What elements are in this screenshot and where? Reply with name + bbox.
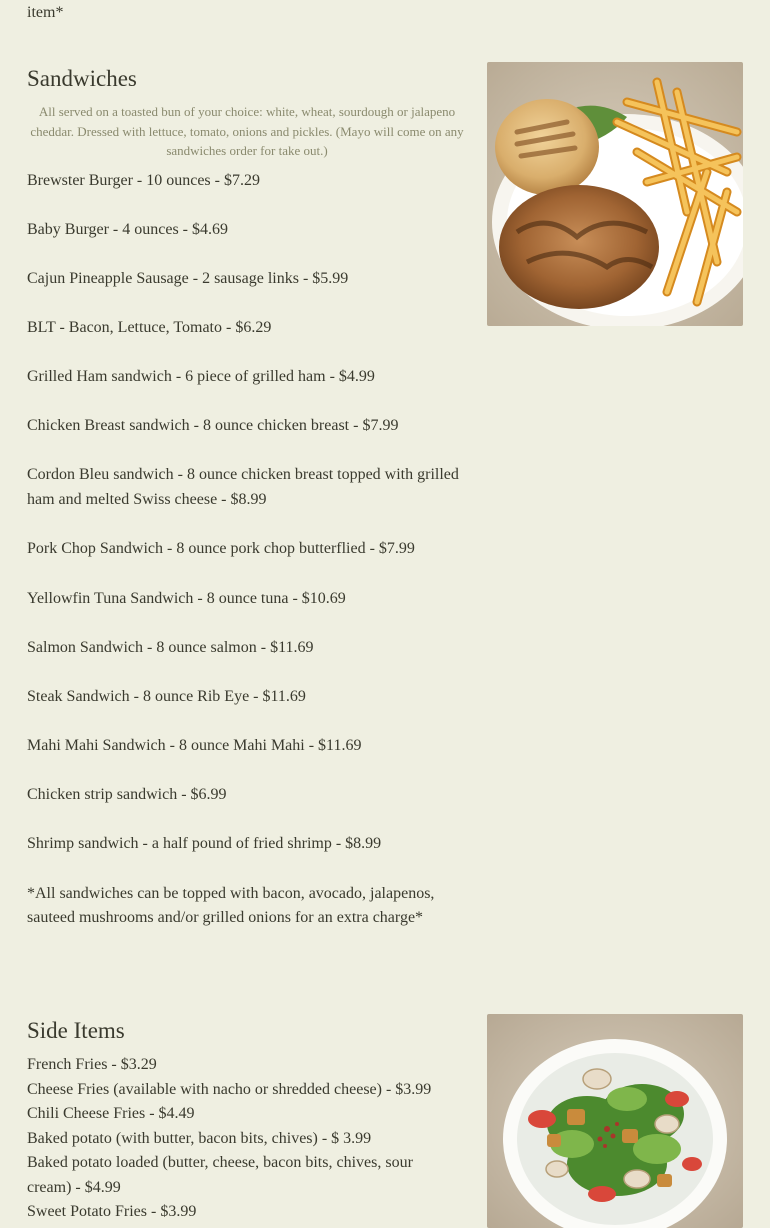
menu-item: BLT - Bacon, Lettuce, Tomato - $6.29 <box>27 318 272 336</box>
menu-item: Brewster Burger - 10 ounces - $7.29 <box>27 171 260 189</box>
menu-item: Baby Burger - 4 ounces - $4.69 <box>27 220 228 238</box>
menu-item: Yellowfin Tuna Sandwich - 8 ounce tuna - $10.69 <box>27 589 346 607</box>
menu-item: Chicken Breast sandwich - 8 ounce chicken breast - $7.99 <box>27 416 399 434</box>
menu-item: Baked potato (with butter, bacon bits, chives) - $ 3.99 <box>27 1129 372 1147</box>
menu-item: Sweet Potato Fries - $3.99 <box>27 1203 197 1220</box>
menu-item: Steak Sandwich - 8 ounce Rib Eye - $11.69 <box>27 687 306 705</box>
side-items-text-column <box>27 1015 467 1225</box>
menu-item: Cajun Pineapple Sausage - 2 sausage links - $5.99 <box>27 269 349 287</box>
menu-item: Chili Cheese Fries - $4.49 <box>27 1105 195 1122</box>
menu-item: Grilled Ham sandwich - 6 piece of grilled ham - $4.99 <box>27 367 375 385</box>
menu-item: Shrimp sandwich - a half pound of fried shrimp - $8.99 <box>27 835 382 852</box>
menu-item: Baked potato loaded (butter, cheese, bacon bits, chives, sour cream) - $4.99 <box>27 1154 413 1196</box>
sandwiches-text-column <box>27 63 467 931</box>
sandwiches-footnote: *All sandwiches can be topped with bacon, avocado, jalapenos, sauteed mushrooms and/or grilled onions for an extra charge* <box>27 884 435 926</box>
sandwiches-title: Sandwiches <box>27 66 137 91</box>
menu-item: Salmon Sandwich - 8 ounce salmon - $11.69 <box>27 638 314 656</box>
burger-fries-photo <box>487 62 743 326</box>
menu-item: Cordon Bleu sandwich - 8 ounce chicken breast topped with grilled ham and melted Swiss cheese - $8.99 <box>27 466 459 508</box>
side-items-list <box>27 1053 467 1225</box>
previous-section-tail: item* <box>27 4 64 21</box>
menu-item: Mahi Mahi Sandwich - 8 ounce Mahi Mahi - $11.69 <box>27 737 362 754</box>
sandwich-list <box>27 169 467 931</box>
side-items-title: Side Items <box>27 1018 125 1043</box>
menu-item: French Fries - $3.29 <box>27 1056 157 1073</box>
menu-item: Chicken strip sandwich - $6.99 <box>27 786 227 803</box>
menu-item: Pork Chop Sandwich - 8 ounce pork chop butterflied - $7.99 <box>27 540 415 557</box>
menu-item: Cheese Fries (available with nacho or shredded cheese) - $3.99 <box>27 1080 432 1098</box>
sandwiches-note: All served on a toasted bun of your choice: white, wheat, sourdough or jalapeno cheddar. Dressed with lettuce, tomato, onions and pickles. (Mayo will come on any sandwiches order for take out.) <box>30 104 464 158</box>
salad-photo <box>487 1014 743 1228</box>
